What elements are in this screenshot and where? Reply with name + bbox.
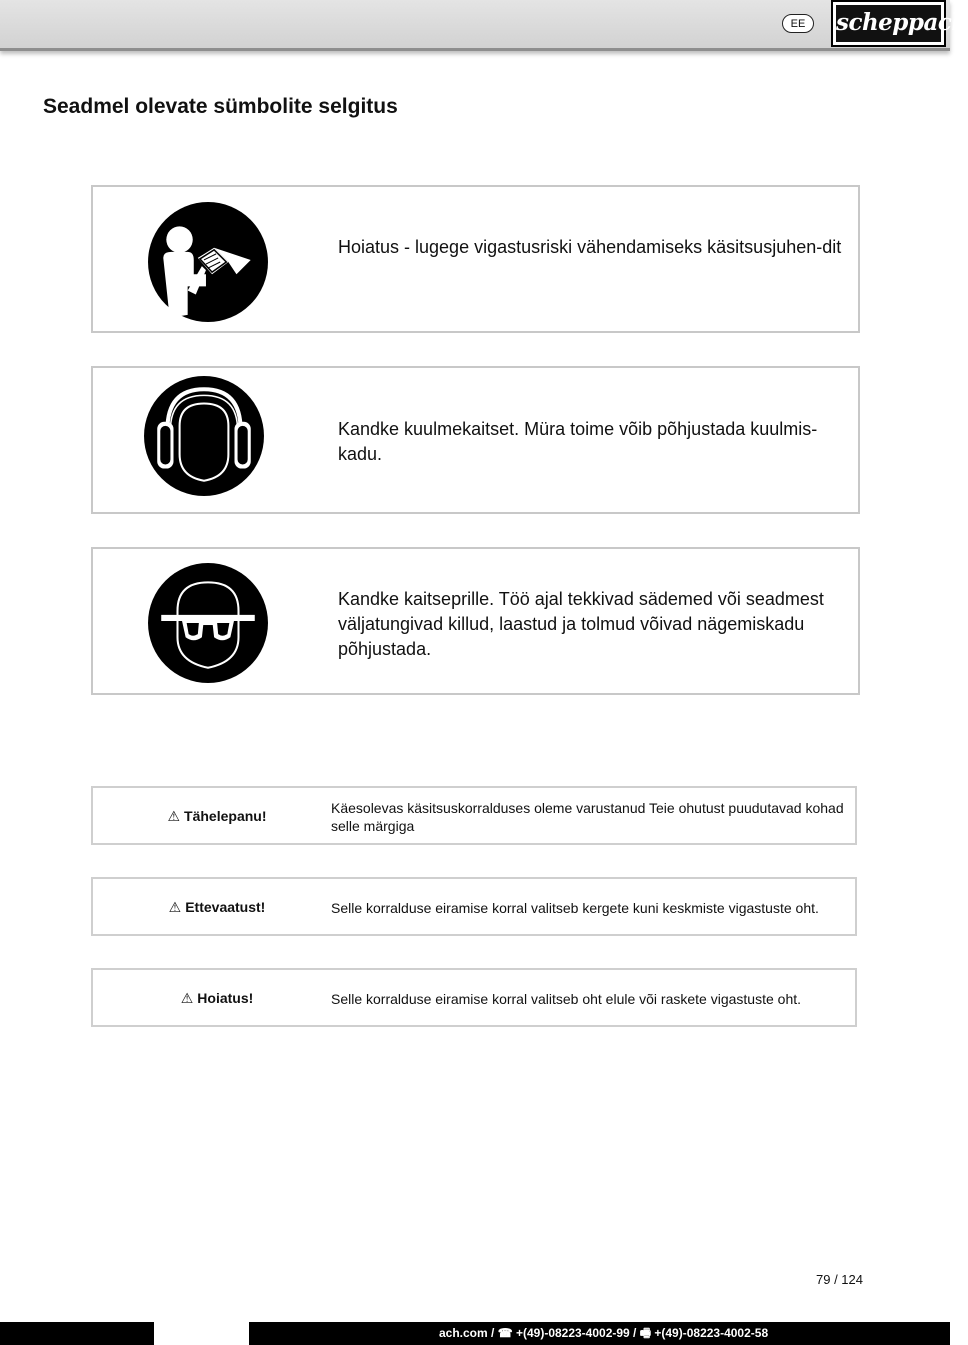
brand-logo: [831, 0, 968, 47]
footer-contact: ach.com / ☎ +(49)-08223-4002-99 / 🖷 +(49)-08223-4002-58: [439, 1326, 769, 1340]
note-label: [93, 808, 341, 825]
symbol-description: Hoiatus - lugege vigastusriski vähendamiseks käsitsusjuhen-dit: [338, 237, 842, 257]
note-label: [93, 899, 341, 916]
page-number: 79 / 124: [816, 1272, 863, 1287]
warning-icon: ⚠: [168, 899, 182, 915]
note-label: [93, 990, 341, 1007]
ear-protection-icon: [143, 375, 265, 497]
warning-icon: ⚠: [167, 808, 181, 824]
note-label-text: Ettevaatust!: [185, 899, 266, 915]
note-row-caution: [91, 877, 857, 936]
note-label-text: Hoiatus!: [197, 990, 254, 1006]
footer-bar-left: [0, 1322, 154, 1345]
note-text: Selle korralduse eiramise korral valitseb oht elule või raskete vigastuste oht.: [331, 991, 802, 1007]
symbol-row-eye-protection: [91, 547, 860, 695]
page-title: Seadmel olevate sümbolite selgitus: [43, 95, 398, 118]
header-bar: [0, 0, 968, 51]
footer-gap: [154, 1322, 249, 1345]
note-row-warning: [91, 968, 857, 1027]
language-badge: EE: [782, 14, 814, 33]
note-row-attention: [91, 786, 857, 845]
read-manual-icon: [147, 201, 269, 323]
symbol-description: Kandke kaitseprille. Töö ajal tekkivad sädemed või seadmest väljatungivad killud, laastud ja tolmud võivad nägemiskadu põhjustada.: [338, 589, 824, 659]
symbol-description: Kandke kuulmekaitset. Müra toime võib põhjustada kuulmis-kadu.: [338, 419, 818, 464]
brand-logo-text: scheppach: [836, 5, 941, 42]
footer-bar: [249, 1322, 950, 1345]
note-text: Käesolevas käsitsuskorralduses oleme varustanud Teie ohutust puudutavad kohad selle märgiga: [331, 800, 844, 834]
note-label-text: Tähelepanu!: [184, 808, 267, 824]
symbol-row-read-manual: [91, 185, 860, 333]
symbol-row-ear-protection: [91, 366, 860, 514]
eye-protection-icon: [147, 562, 269, 684]
note-text: Selle korralduse eiramise korral valitseb kergete kuni keskmiste vigastuste oht.: [331, 900, 819, 916]
warning-icon: ⚠: [180, 990, 194, 1006]
